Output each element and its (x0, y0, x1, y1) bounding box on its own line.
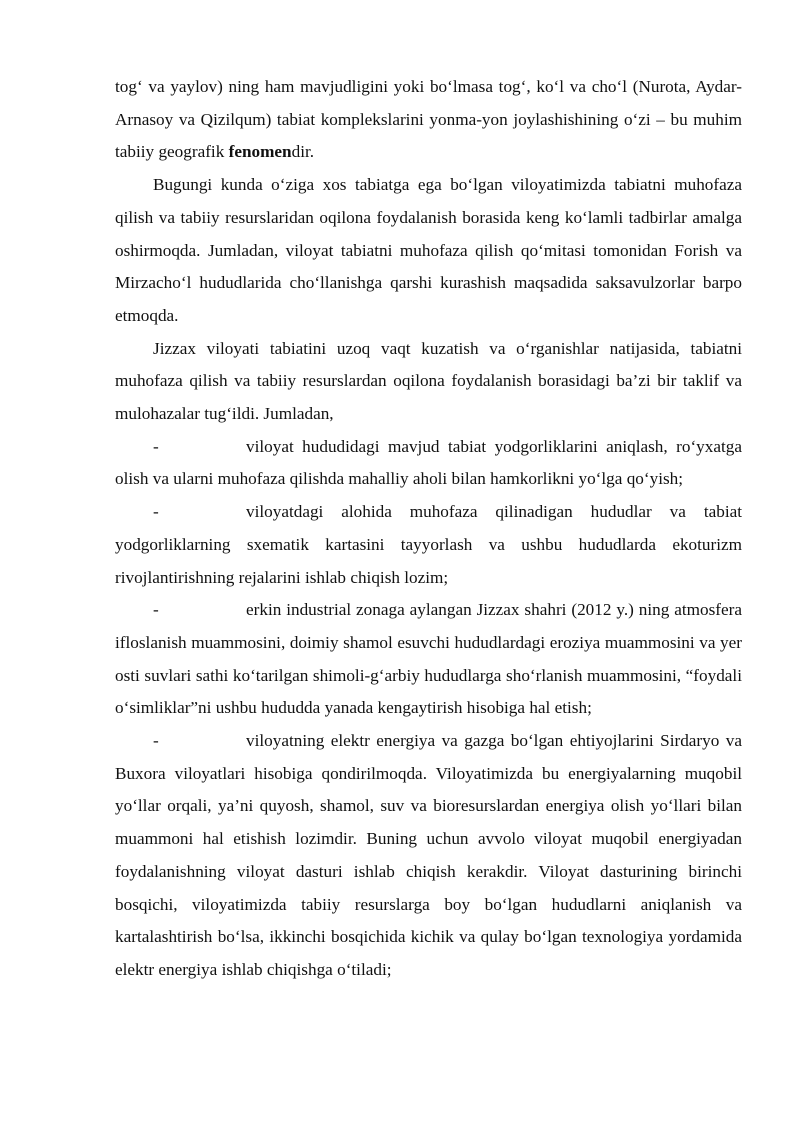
paragraph-intro (115, 71, 742, 169)
list-item-text: viloyatdagi alohida muhofaza qilinadigan hududlar va tabiat yodgorliklarning sxematik kartasini tayyorlash va ushbu hududlarda ekoturizm rivojlantirishning rejalarini ishlab chiqish lozim; (115, 502, 742, 587)
paragraph-intro-text: tog‘ va yaylov) ning ham mavjudligini yoki bo‘lmasa tog‘, ko‘l va cho‘l (Nurota, Aydar-Arnasoy va Qizilqum) tabiat komplekslarini yonma-yon joylashishining o‘zi – bu muhim tabiiy geografik (115, 77, 742, 162)
list-item (115, 594, 742, 725)
list-item-text: erkin industrial zonaga aylangan Jizzax shahri (2012 y.) ning atmosfera ifloslanish muammosini, doimiy shamol esuvchi hududlardagi eroziya muammosini va yer osti suvlari sathi ko‘tarilgan shimoli-g‘arbiy hududlarga sho‘rlanish muammosini, “foydali o‘simliklar”ni ushbu hududda yanada kengaytirish hisobiga hal etish; (115, 600, 742, 718)
list-item (115, 725, 742, 987)
list-item-text: viloyatning elektr energiya va gazga bo‘lgan ehtiyojlarini Sirdaryo va Buxora viloyatlari hisobiga qondirilmoqda. Viloyatimizda bu energiyalarning muqobil yo‘llar orqali, ya’ni quyosh, shamol, suv va bioresurslardan energiya olish yo‘llari bilan muammoni hal etishish lozimdir. Buning uchun avvolo viloyat muqobil energiyadan foydalanishning viloyat dasturi ishlab chiqish kerakdir. Viloyat dasturining birinchi bosqichi, viloyatimizda tabiiy resurslarga boy bo‘lgan hududlarni aniqlanish va kartalashtirish bo‘lsa, ikkinchi bosqichida kichik va qulay bo‘lgan texnologiya yordamida elektr energiya ishlab chiqishga o‘tiladi; (115, 731, 742, 979)
list-item-text: viloyat hududidagi mavjud tabiat yodgorliklarini aniqlash, ro‘yxatga olish va ularni muhofaza qilishda mahalliy aholi bilan hamkorlikni yo‘lga qo‘yish; (115, 436, 742, 489)
list-dash: - (153, 436, 159, 456)
paragraph-intro-end: dir. (291, 142, 315, 162)
list-item (115, 496, 742, 594)
list-dash: - (153, 731, 159, 751)
document-page (115, 71, 742, 987)
paragraph-observations: Jizzax viloyati tabiatini uzoq vaqt kuzatish va o‘rganishlar natijasida, tabiatni muhofaza qilish va tabiiy resurslardan oqilona foydalanish borasidagi ba’zi bir taklif va mulohazalar tug‘ildi. Jumladan, (115, 338, 742, 424)
list-item (115, 431, 742, 496)
list-dash: - (153, 600, 159, 620)
list-dash: - (153, 502, 159, 522)
paragraph-nature-protection: Bugungi kunda o‘ziga xos tabiatga ega bo‘lgan viloyatimizda tabiatni muhofaza qilish va tabiiy resurslaridan oqilona foydalanish borasida keng ko‘lamli tadbirlar amalga oshirmoqda. Jumladan, viloyat tabiatni muhofaza qilish qo‘mitasi tomonidan Forish va Mirzacho‘l hududlarida cho‘llanishga qarshi kurashish maqsadida saksavulzorlar barpo etmoqda. (115, 175, 742, 325)
bold-term: fenomen (228, 142, 292, 162)
